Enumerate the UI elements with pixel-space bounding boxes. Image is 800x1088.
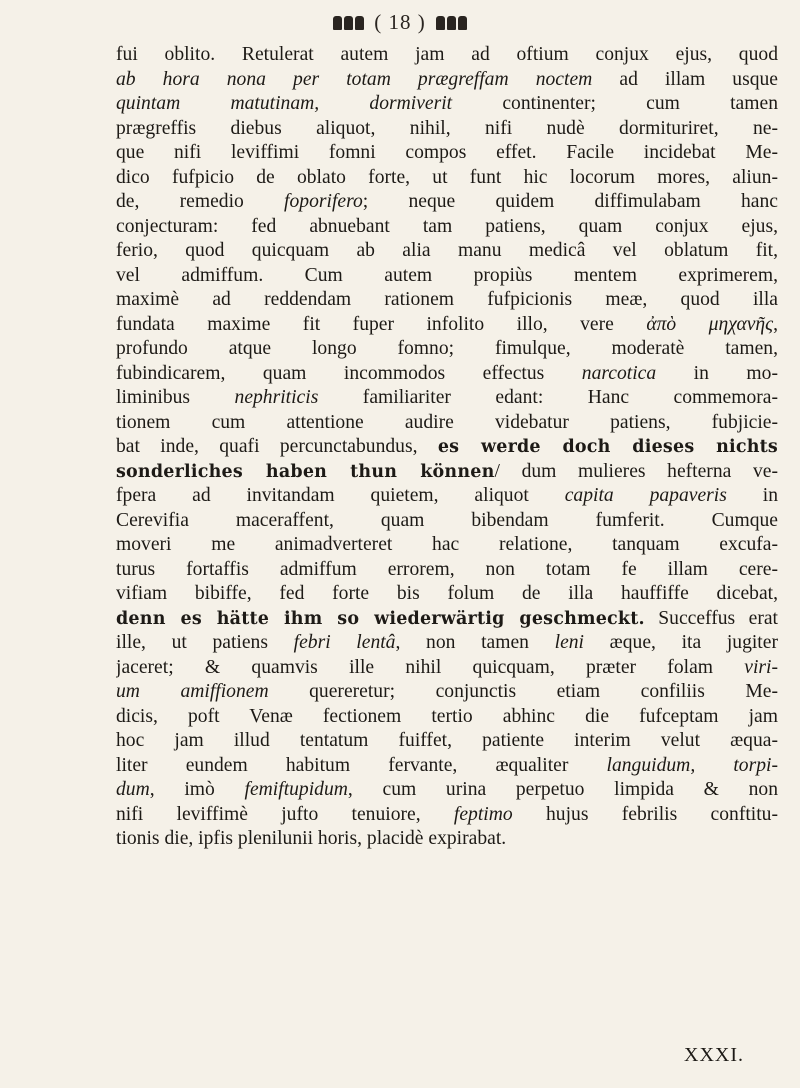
text-run: hoc jam illud tentatum fuiffet, patiente interim velut æqua- [116, 730, 778, 751]
text-line [116, 705, 778, 730]
text-line [116, 509, 778, 534]
text-run: hujus febrilis conftitu- [512, 803, 778, 825]
text-line [116, 411, 778, 436]
text-run: continenter; cum tamen [452, 93, 778, 114]
right-ornament-icon [436, 16, 467, 30]
text-run: moveri me animadverteret hac relatione, tanquam excufa- [116, 534, 778, 555]
text-line [116, 215, 778, 240]
greek-text: ἀπὸ μηχανῆς [646, 313, 774, 335]
text-line [116, 827, 778, 852]
text-run: liter eundem habitum fervante, æqualiter [116, 754, 607, 776]
text-run: tionem cum attentione audire videbatur patiens, fubjicie- [116, 411, 778, 433]
it-text: capita papaveris [564, 485, 727, 506]
text-line [116, 141, 778, 166]
text-run: liminibus [116, 387, 235, 408]
text-line [116, 166, 778, 191]
text-line [116, 680, 778, 705]
body-text [116, 43, 778, 852]
page-number: ( 18 ) [374, 10, 426, 34]
text-run: de, remedio [116, 191, 285, 212]
text-run: nifi leviffimè jufto tenuiore, [116, 803, 454, 825]
text-line [116, 484, 778, 509]
page-header [0, 10, 800, 35]
text-run: Cerevifia maceraffent, quam bibendam fumferit. Cumque [116, 509, 778, 531]
text-run: bat inde, quafi percunctabundus, [116, 436, 438, 457]
it-text: femiftupidum [244, 779, 348, 800]
text-run: ferio, quod quicquam ab alia manu medicâ vel oblatum fit, [116, 240, 778, 261]
catchword: XXXI. [684, 1044, 744, 1066]
text-line [116, 190, 778, 215]
it-text: febri lentâ [293, 632, 396, 653]
text-line [116, 313, 778, 338]
text-line [116, 607, 778, 632]
text-run: familiariter edant: Hanc commemora- [318, 387, 778, 408]
text-run: vel admiffum. Cum autem propiùs mentem exprimerem, [116, 264, 778, 286]
text-run: vifiam bibiffe, fed forte bis folum de illa hauffiffe dicebat, [116, 583, 778, 604]
text-run: quereretur; conjunctis etiam confiliis Me- [268, 681, 778, 702]
it-text: quintam matutinam, dormiverit [116, 93, 453, 114]
text-run: fpera ad invitandam quietem, aliquot [116, 485, 565, 506]
text-run: prægreffis diebus aliquot, nihil, nifi nudè dormituriret, ne- [116, 117, 778, 139]
text-run: , cum urina perpetuo limpida & non [347, 779, 778, 800]
text-run: fundata maxime fit fuper infolito illo, vere [116, 313, 647, 335]
text-run: dico fufpicio de oblato forte, ut funt hic locorum mores, aliun- [116, 166, 778, 188]
text-line [116, 239, 778, 264]
text-run: ille, ut patiens [116, 632, 294, 653]
left-ornament-icon [333, 16, 364, 30]
text-run: maximè ad reddendam rationem fufpicionis meæ, quod illa [116, 289, 778, 310]
text-line [116, 729, 778, 754]
it-text: viri- [744, 656, 778, 678]
it-text: ab hora nona per totam prægreffam noctem [116, 68, 593, 90]
text-line [116, 435, 778, 460]
text-run: fubindicarem, quam incommodos effectus [116, 362, 582, 384]
text-line [116, 362, 778, 387]
text-run: jaceret; & quamvis ille nihil quicquam, præter folam [116, 656, 745, 678]
it-text: narcotica [581, 362, 657, 384]
text-run: tionis die, ipfis plenilunii horis, placidè expirabat. [116, 828, 507, 849]
text-line [116, 117, 778, 142]
text-line [116, 68, 778, 93]
text-run: fui oblito. Retulerat autem jam ad oftium conjux ejus, quod [116, 44, 778, 65]
text-run: Succeffus erat [644, 607, 778, 629]
text-run: conjecturam: fed abnuebant tam patiens, quam conjux ejus, [116, 215, 778, 237]
text-line [116, 631, 778, 656]
fraktur-text: es werde doch dieses nichts [437, 437, 778, 457]
text-line [116, 778, 778, 803]
text-run: , non tamen [395, 632, 555, 653]
text-run: , [773, 313, 778, 335]
text-line [116, 533, 778, 558]
text-line [116, 43, 778, 68]
text-line [116, 337, 778, 362]
text-run: æque, ita jugiter [584, 632, 778, 653]
text-line [116, 288, 778, 313]
text-line [116, 386, 778, 411]
it-text: dum [116, 779, 150, 800]
it-text: feptimo [453, 803, 513, 825]
fraktur-text: denn es hätte ihm so wiederwärtig geschmeckt. [116, 608, 645, 629]
text-run: que nifi leviffimi fomni compos effet. Facile incidebat Me- [116, 142, 778, 163]
text-run: profundo atque longo fomno; fimulque, moderatè tamen, [116, 338, 778, 359]
it-text: nephriticis [234, 387, 319, 408]
it-text: leni [554, 632, 585, 653]
text-line [116, 656, 778, 681]
text-run: / dum mulieres hefterna ve- [494, 460, 778, 482]
text-line [116, 558, 778, 583]
text-line [116, 460, 778, 485]
text-run: , imò [149, 779, 245, 800]
text-line [116, 754, 778, 779]
text-run: in [726, 485, 778, 506]
it-text: languidum, torpi- [606, 754, 778, 776]
fraktur-text: sonderliches haben thun können [116, 461, 495, 482]
text-line [116, 803, 778, 828]
text-line [116, 264, 778, 289]
text-run: in mo- [656, 362, 778, 384]
text-run: dicis, poft Venæ fectionem tertio abhinc die fufceptam jam [116, 705, 778, 727]
text-line [116, 582, 778, 607]
it-text: foporifero [284, 191, 363, 212]
text-run: ad illam usque [592, 68, 778, 90]
text-run: turus fortaffis admiffum errorem, non totam fe illam cere- [116, 558, 778, 580]
text-line [116, 92, 778, 117]
text-run: ; neque quidem diffimulabam hanc [362, 191, 778, 212]
it-text: um amiffionem [116, 681, 269, 702]
